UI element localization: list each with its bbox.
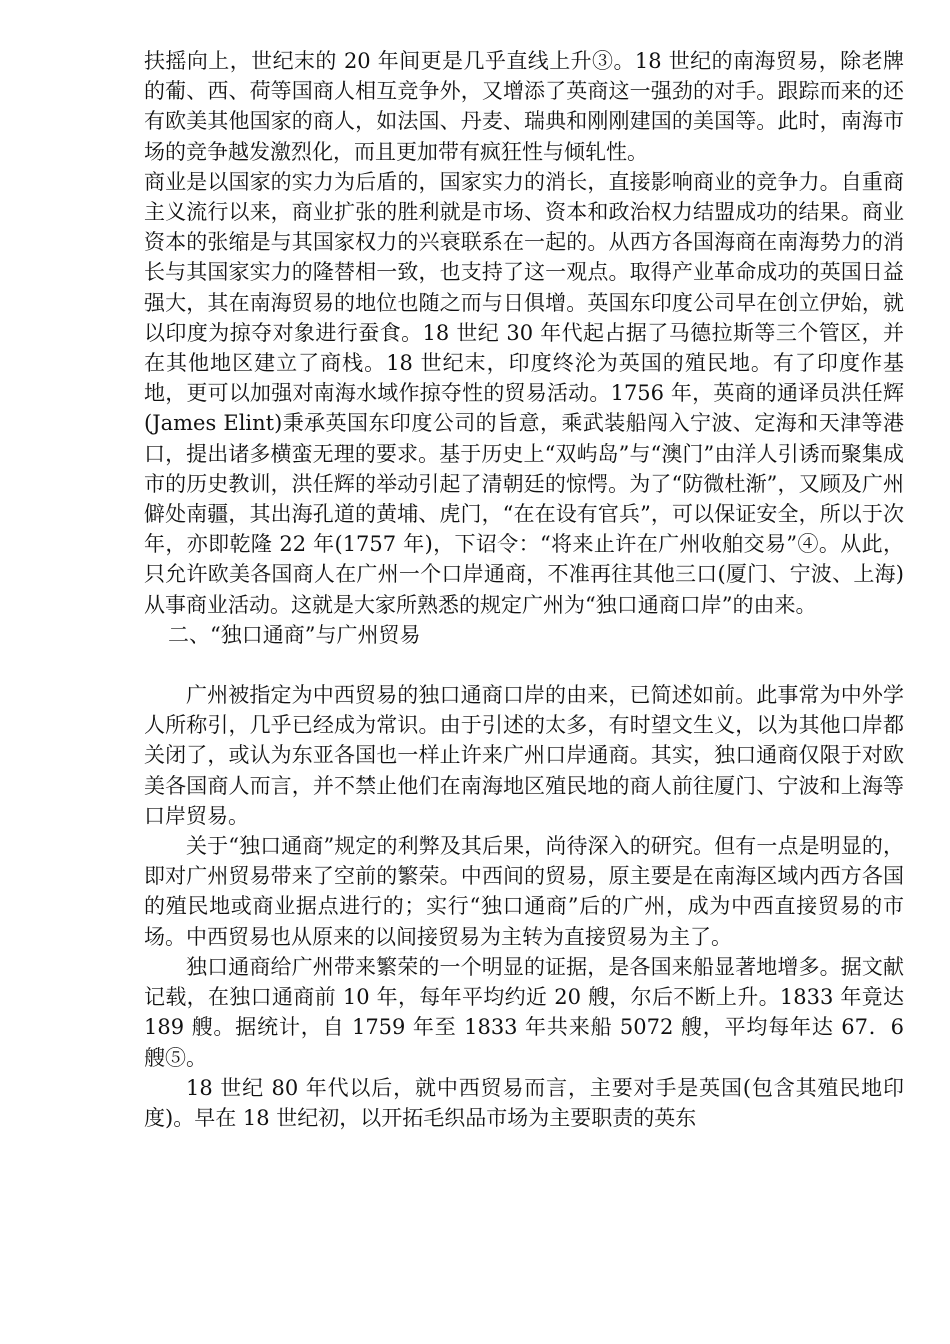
paragraph-british-trade: 18 世纪 80 年代以后，就中西贸易而言，主要对手是英国(包含其殖民地印度)。早在 18 世纪初，以开拓毛织品市场为主要职责的英东 [144, 1075, 904, 1130]
paragraph-commerce-and-state-power: 商业是以国家的实力为后盾的，国家实力的消长，直接影响商业的竞争力。自重商主义流行以来，商业扩张的胜利就是市场、资本和政治权力结盟成功的结果。商业资本的张缩是与其国家权力的兴衰联系在一起的。从西方各国海商在南海势力的消长与其国家实力的隆替相一致，也支持了这一观点。取得产业革命成功的英国日益强大，其在南海贸易的地位也随之而与日俱增。英国东印度公司早在创立伊始，就以印度为掠夺对象进行蚕食。18 世纪 30 年代起占据了马德拉斯等三个管区，并在其他地区建立了商栈。18 世纪末，印度终沦为英国的殖民地。有了印度作基地，更可以加强对南海水域作掠夺性的贸易活动。1756 年，英商的通译员洪任辉(James Elint)秉承英国东印度公司的旨意，乘武装船闯入宁波、定海和天津等港口，提出诸多横蛮无理的要求。基于历史上“双屿岛”与“澳门”由洋人引诱而聚集成市的历史教训，洪任辉的举动引起了清朝廷的惊愕。为了“防微杜渐”，又顾及广州僻处南疆，其出海孔道的黄埔、虎门，“在在设有官兵”，可以保证安全，所以于次年，亦即乾隆 22 年(1757 年)，下诏令：“将来止许在广州收舶交易”④。从此，只允许欧美各国商人在广州一个口岸通商，不准再往其他三口(厦门、宁波、上海)从事商业活动。这就是大家所熟悉的规定广州为“独口通商口岸”的由来。 [144, 169, 904, 617]
paragraph-single-port-effects: 关于“独口通商”规定的利弊及其后果，尚待深入的研究。但有一点是明显的，即对广州贸易带来了空前的繁荣。中西间的贸易，原主要是在南海区域内西方各国的殖民地或商业据点进行的；实行“独口通商”后的广州，成为中西直接贸易的市场。中西贸易也从原来的以间接贸易为主转为直接贸易为主了。 [144, 834, 904, 949]
section-heading: 二、“独口通商”与广州贸易 [168, 622, 421, 647]
paragraph-single-port-origin: 广州被指定为中西贸易的独口通商口岸的由来，已简述如前。此事常为中外学人所称引，几乎已经成为常识。由于引述的太多，有时望文生义，以为其他口岸都关闭了，或认为东亚各国也一样止许来广州口岸通商。其实，独口通商仅限于对欧美各国商人而言，并不禁止他们在南海地区殖民地的商人前往厦门、宁波和上海等口岸贸易。 [144, 683, 904, 828]
document-page [144, 46, 904, 1133]
paragraph-south-sea-trade: 扶摇向上，世纪末的 20 年间更是几乎直线上升③。18 世纪的南海贸易，除老牌的葡、西、荷等国商人相互竞争外，又增添了英商这一强劲的对手。跟踪而来的还有欧美其他国家的商人，如法国、丹麦、瑞典和刚刚建国的美国等。此时，南海市场的竞争越发激烈化，而且更加带有疯狂性与倾轧性。 [144, 49, 904, 164]
blank-line [144, 650, 904, 680]
paragraph-ship-arrivals: 独口通商给广州带来繁荣的一个明显的证据，是各国来船显著地增多。据文献记载，在独口通商前 10 年，每年平均约近 20 艘，尔后不断上升。1833 年竟达 189 艘。据统计，自 1759 年至 1833 年共来船 5072 艘，平均每年达 67．6 艘⑤。 [144, 954, 904, 1070]
